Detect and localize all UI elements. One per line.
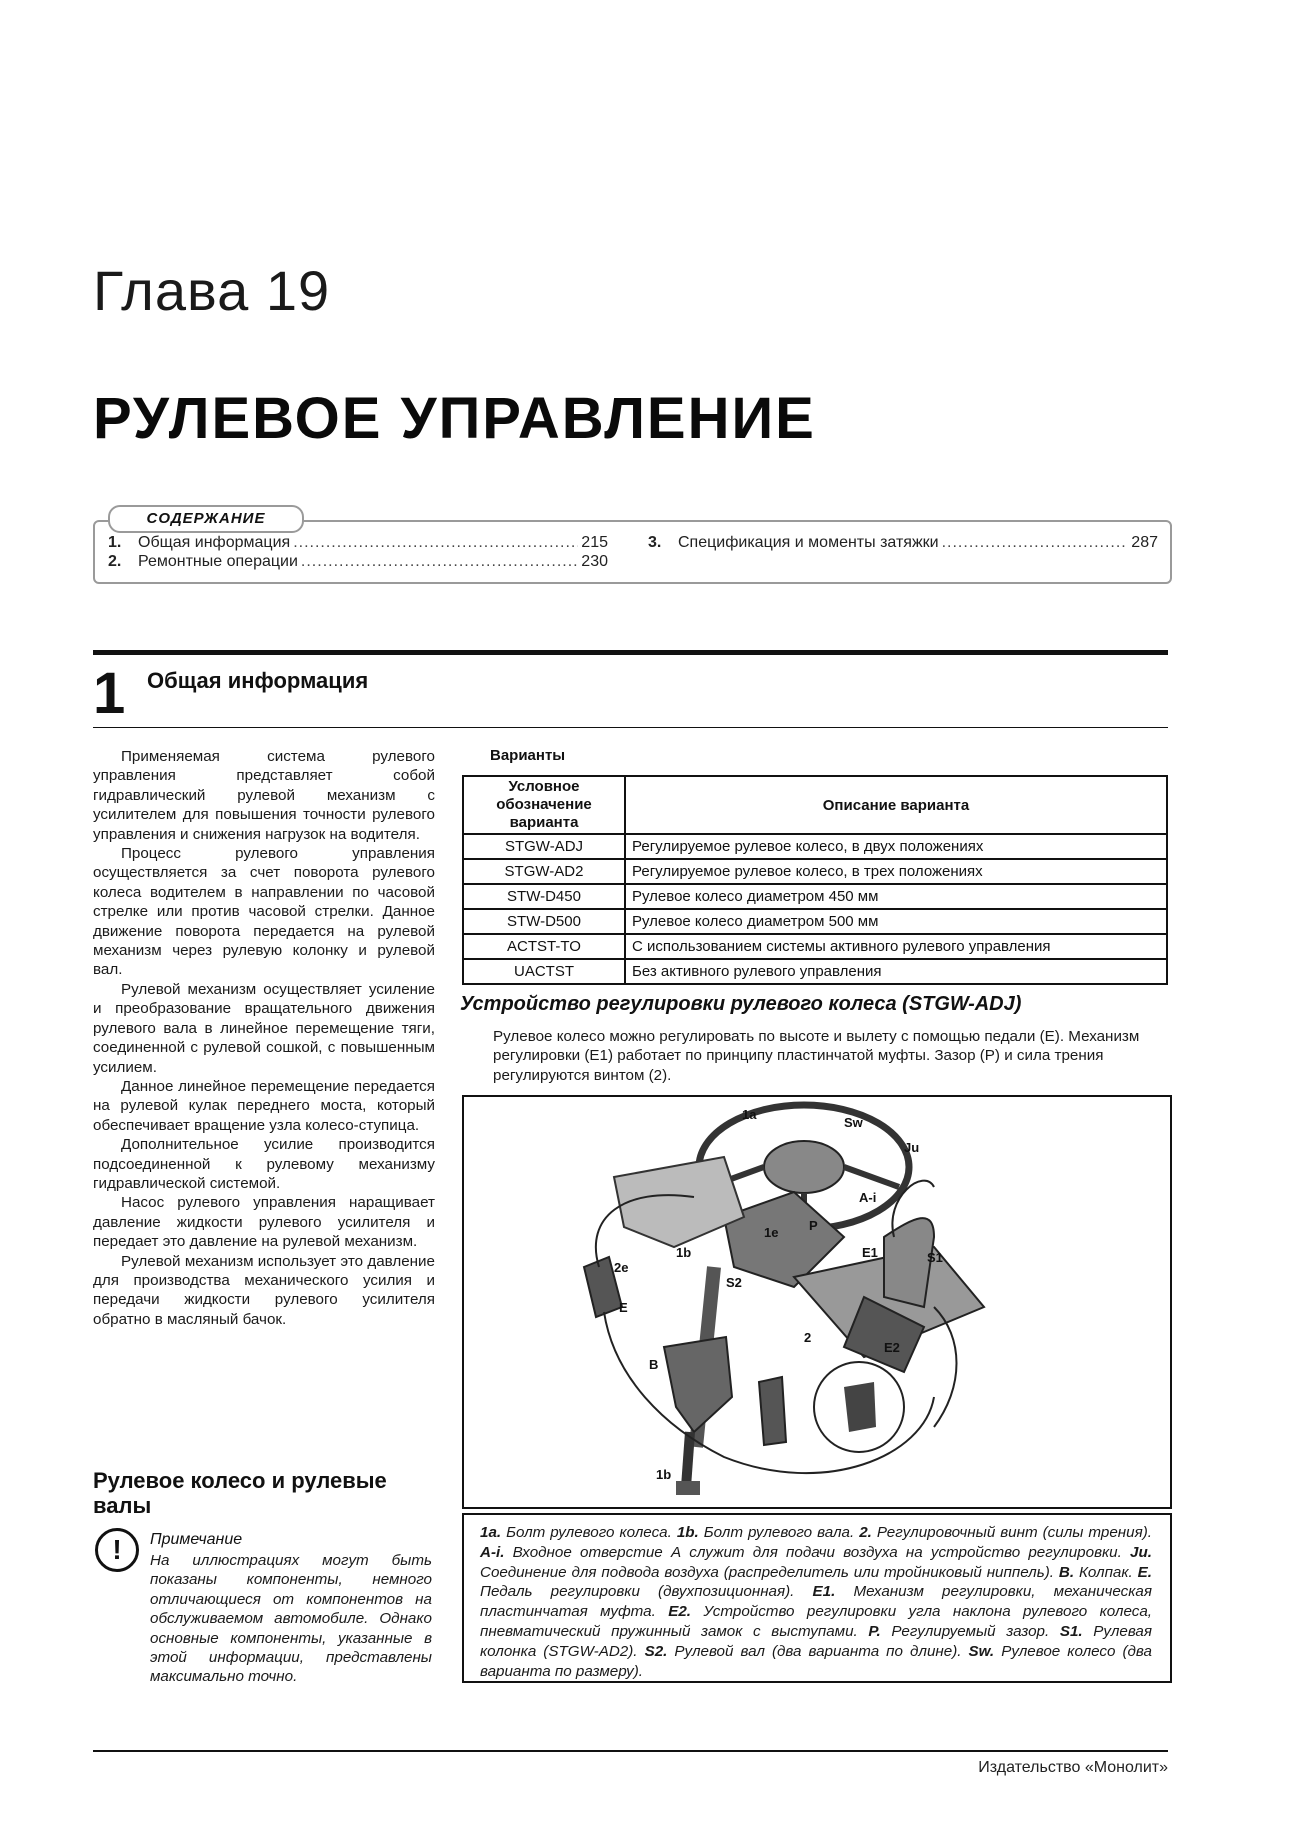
toc-item-num: 1. [108, 534, 122, 551]
caption-key: 1b. [676, 1524, 699, 1541]
table-row [463, 909, 1167, 934]
variant-desc: Рулевое колесо диаметром 450 мм [625, 884, 1167, 909]
caption-key: P. [868, 1622, 881, 1640]
caption-text: Педаль регулировки (двухпозиционная). [480, 1583, 813, 1601]
paragraph: Рулевой механизм осуществляет усиление и преобразование вращательного движения рулевого вала в линейное перемещение тяги, соединенной с рулевой сошкой, с повышенным усилием. [93, 980, 435, 1076]
caption-key: 2. [859, 1524, 872, 1541]
variants-table [462, 775, 1168, 985]
figure-label: S2 [726, 1275, 742, 1290]
footer-rule [93, 1750, 1168, 1752]
figure-label: Sw [844, 1115, 863, 1130]
section-title: Общая информация [147, 668, 369, 693]
caption-key: S1. [1059, 1622, 1083, 1640]
toc-item-num: 2. [108, 553, 122, 570]
caption-key: E2. [668, 1603, 692, 1621]
subheading: Рулевое колесо и рулевые валы [93, 1468, 387, 1518]
col-header-code: Условное обозначение варианта [463, 776, 625, 834]
section-rule-thin [93, 727, 1168, 728]
figure-label: 2 [804, 1330, 812, 1345]
toc-label: СОДЕРЖАНИЕ [108, 505, 304, 533]
chapter-title: РУЛЕВОЕ УПРАВЛЕНИЕ [93, 386, 816, 451]
caption-text: Механизм регулировки, механическая пластинчатая муфта. [480, 1583, 1152, 1621]
caption-text: Колпак. [1074, 1563, 1138, 1581]
device-heading: Устройство регулировки рулевого колеса (STGW-ADJ) [460, 993, 1022, 1015]
caption-text: Болт рулевого колеса. [501, 1524, 677, 1541]
caption-text: Рулевое колесо (два варианта по размеру). [480, 1642, 1152, 1680]
toc-item[interactable] [108, 553, 608, 571]
figure-label: 1b [676, 1245, 692, 1260]
toc-leader [293, 534, 578, 552]
caption-text: Регулируемый зазор. [880, 1622, 1060, 1640]
figure-label: A-i [859, 1190, 877, 1205]
table-row [463, 859, 1167, 884]
warning-icon: ! [95, 1528, 139, 1572]
figure-label: E [619, 1300, 628, 1315]
col-header-desc: Описание варианта [625, 776, 1167, 834]
caption-key: B. [1058, 1563, 1075, 1581]
chapter-label: Глава 19 [93, 259, 331, 322]
section-rule [93, 650, 1168, 655]
caption-text: Устройство регулировки угла наклона рулевого колеса, пневматический пружинный замок с выступами. [480, 1603, 1153, 1640]
variant-desc: С использованием системы активного рулевого управления [625, 934, 1167, 959]
toc-leader [942, 534, 1129, 552]
left-bracket-shape [614, 1157, 744, 1247]
paragraph: Рулевой механизм использует это давление для производства механического усилия и передачи жидкости рулевого усилителя обратно в масляный бачок. [93, 1252, 435, 1328]
table-row [463, 959, 1167, 984]
toc-item-num: 3. [648, 534, 662, 551]
paragraph: Насос рулевого управления наращивает давление жидкости рулевого усилителя и передает это давление на рулевой механизм. [93, 1194, 435, 1251]
note-text: На иллюстрациях могут быть показаны компоненты, немного отличающиеся от компонентов на обслуживаемом автомобиле. Однако основные компоненты, указанные в этой информации, представлены максимально точно. [150, 1552, 432, 1686]
caption-key: Ju. [1130, 1543, 1152, 1561]
table-row [463, 834, 1167, 859]
figure-label: S1 [927, 1250, 943, 1265]
paragraph: Применяемая система рулевого управления представляет собой гидравлический рулевой механизм с усилителем для повышения точности рулевого управления и снижения нагрузок на водителя. [93, 748, 435, 843]
variant-code: STGW-AD2 [463, 859, 625, 884]
steering-illustration [464, 1097, 1170, 1507]
variant-desc: Без активного рулевого управления [625, 959, 1167, 984]
paragraph: Дополнительное усилие производится подсоединенной к рулевому механизму гидравлической системой. [93, 1136, 435, 1192]
figure-label: P [809, 1218, 818, 1233]
caption-text: Болт рулевого вала. [698, 1524, 860, 1541]
figure-label: E1 [862, 1245, 878, 1260]
variants-heading: Варианты [490, 747, 566, 764]
caption-key: E1. [812, 1583, 836, 1601]
toc-item-text: Ремонтные операции [138, 553, 298, 570]
device-text: Рулевое колесо можно регулировать по высоте и вылету с помощью педали (E). Механизм регулировки (E1) работает по принципу пластинчатой муфты. Зазор (P) и сила трения регулируются винтом (2). [493, 1028, 1140, 1084]
pedal-bottom-shape [759, 1377, 786, 1445]
variant-code: ACTST-TO [463, 934, 625, 959]
variant-code: STW-D500 [463, 909, 625, 934]
left-column-text [93, 747, 435, 1329]
figure-label: 1e [764, 1225, 779, 1240]
toc-leader [301, 553, 578, 571]
toc-item-page: 215 [581, 534, 608, 551]
steering-diagram [462, 1095, 1172, 1509]
toc-item-page: 230 [581, 553, 608, 570]
caption-key: 1a. [480, 1524, 502, 1541]
boot-shape [664, 1337, 732, 1432]
paragraph: Данное линейное перемещение передается на рулевой кулак переднего моста, который обеспечивает вращение узла колесо-ступица. [93, 1077, 435, 1134]
e2-inset-part [844, 1382, 876, 1432]
caption-text: Соединение для подвода воздуха (распределитель или тройниковый ниппель). [480, 1563, 1059, 1581]
figure-label: 1b [656, 1467, 672, 1482]
caption-text: Входное отверстие А служит для подачи воздуха на устройство регулировки. [504, 1543, 1131, 1561]
table-row [463, 934, 1167, 959]
caption-key: A-i. [480, 1543, 505, 1561]
caption-text: Рулевой вал (два варианта по длине). [667, 1642, 969, 1660]
figure-label: Ju [904, 1140, 920, 1155]
variant-desc: Регулируемое рулевое колесо, в двух положениях [625, 834, 1167, 859]
toc-item-page: 287 [1131, 534, 1158, 551]
caption-key: Sw. [968, 1642, 995, 1660]
variant-code: UACTST [463, 959, 625, 984]
figure-label: E2 [884, 1340, 900, 1355]
shaft-base-shape [676, 1481, 700, 1495]
table-header-row [463, 776, 1167, 834]
toc-item-text: Общая информация [138, 534, 291, 551]
table-row [463, 884, 1167, 909]
figure-label: 1a [742, 1107, 757, 1122]
section-number: 1 [93, 661, 126, 726]
toc-item-text: Спецификация и моменты затяжки [678, 534, 939, 551]
toc-item[interactable] [648, 534, 1158, 552]
note-title: Примечание [150, 1531, 243, 1548]
figure-label: B [649, 1357, 659, 1372]
variant-desc: Регулируемое рулевое колесо, в трех положениях [625, 859, 1167, 884]
toc-item[interactable] [108, 534, 608, 552]
variant-code: STW-D450 [463, 884, 625, 909]
figure-caption [480, 1523, 1152, 1681]
wheel-hub-shape [764, 1141, 844, 1193]
figure-label: 2e [614, 1260, 629, 1275]
variants-table-body [463, 834, 1167, 984]
publisher-footer: Издательство «Монолит» [978, 1759, 1168, 1776]
lower-shaft-shape [686, 1432, 690, 1487]
variant-code: STGW-ADJ [463, 834, 625, 859]
variant-desc: Рулевое колесо диаметром 500 мм [625, 909, 1167, 934]
paragraph: Процесс рулевого управления осуществляется за счет поворота рулевого колеса водителем в направлении по часовой стрелке или против часовой стрелки. Данное движение поворота передается на рулевой механизм через рулевую колонку и рулевой вал. [93, 845, 435, 979]
caption-text: Рулевая колонка (STGW-AD2). [480, 1622, 1152, 1660]
caption-key: E. [1137, 1563, 1153, 1581]
caption-key: S2. [644, 1642, 668, 1660]
caption-text: Регулировочный винт (силы трения). [871, 1524, 1152, 1541]
